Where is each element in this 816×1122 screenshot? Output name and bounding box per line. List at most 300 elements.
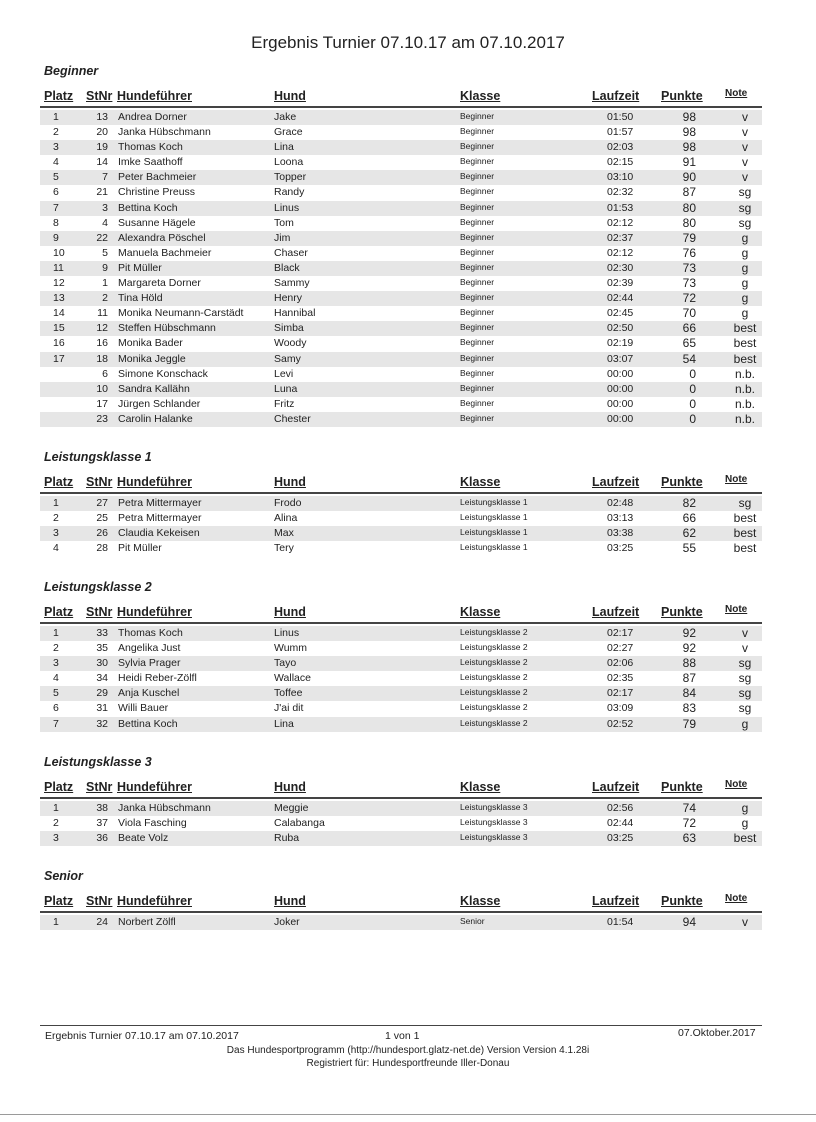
cell-note: best xyxy=(733,321,757,336)
cell-punkte: 0 xyxy=(689,411,696,426)
cell-laufzeit: 02:12 xyxy=(607,246,634,259)
section-title: Beginner xyxy=(44,64,99,78)
cell-hund: Alina xyxy=(274,512,298,525)
header-fuehrer: Hundeführer xyxy=(117,780,192,794)
table-row xyxy=(40,382,762,397)
cell-stnr: 1 xyxy=(102,277,108,290)
table-row xyxy=(40,541,762,556)
cell-stnr: 34 xyxy=(96,672,108,685)
table-row xyxy=(40,686,762,701)
cell-fuehrer: Norbert Zölfl xyxy=(118,916,176,928)
cell-fuehrer: Janka Hübschmann xyxy=(118,126,211,139)
cell-platz: 7 xyxy=(53,717,59,730)
cell-fuehrer: Anja Kuschel xyxy=(118,687,180,700)
table-row xyxy=(40,717,762,732)
header-punkte: Punkte xyxy=(661,894,703,908)
cell-platz: 4 xyxy=(53,156,59,169)
cell-hund: Tery xyxy=(274,542,294,555)
cell-stnr: 7 xyxy=(102,171,108,184)
cell-klasse: Leistungsklasse 3 xyxy=(460,832,528,843)
header-punkte: Punkte xyxy=(661,475,703,489)
cell-fuehrer: Sandra Kallähn xyxy=(118,382,190,395)
table-row xyxy=(40,526,762,541)
header-platz: Platz xyxy=(44,89,74,103)
cell-fuehrer: Steffen Hübschmann xyxy=(118,322,216,335)
cell-klasse: Leistungsklasse 2 xyxy=(460,657,528,668)
cell-klasse: Leistungsklasse 2 xyxy=(460,717,528,728)
table-row xyxy=(40,185,762,200)
cell-punkte: 66 xyxy=(682,321,696,336)
cell-platz: 11 xyxy=(53,261,64,274)
cell-note: best xyxy=(733,336,757,351)
cell-platz: 1 xyxy=(53,627,59,639)
cell-hund: Jim xyxy=(274,231,291,244)
cell-laufzeit: 00:00 xyxy=(607,382,634,395)
cell-laufzeit: 01:54 xyxy=(607,916,634,928)
cell-platz: 15 xyxy=(53,322,65,335)
cell-stnr: 18 xyxy=(96,352,108,365)
header-klasse: Klasse xyxy=(460,89,501,103)
cell-hund: Chaser xyxy=(274,246,308,259)
cell-fuehrer: Tina Höld xyxy=(118,292,163,305)
cell-fuehrer: Alexandra Pöschel xyxy=(118,231,206,244)
header-laufzeit: Laufzeit xyxy=(592,780,640,794)
cell-stnr: 13 xyxy=(96,111,108,123)
header-hund: Hund xyxy=(274,780,306,794)
cell-punkte: 70 xyxy=(682,306,696,321)
cell-laufzeit: 02:15 xyxy=(607,156,634,169)
cell-hund: Luna xyxy=(274,382,298,395)
cell-fuehrer: Susanne Hägele xyxy=(118,216,196,229)
cell-stnr: 12 xyxy=(96,322,108,335)
cell-hund: Frodo xyxy=(274,497,302,509)
cell-platz: 5 xyxy=(53,687,59,700)
cell-note: v xyxy=(742,170,748,185)
cell-stnr: 6 xyxy=(102,367,108,380)
cell-punkte: 66 xyxy=(682,511,696,526)
table-row xyxy=(40,231,762,246)
cell-hund: Calabanga xyxy=(274,817,325,830)
cell-platz: 1 xyxy=(53,497,59,509)
cell-note: g xyxy=(741,801,749,815)
cell-klasse: Beginner xyxy=(460,367,495,378)
cell-klasse: Leistungsklasse 2 xyxy=(460,687,528,698)
cell-hund: Woody xyxy=(274,337,307,350)
header-klasse: Klasse xyxy=(460,780,501,794)
cell-punkte: 0 xyxy=(689,366,696,381)
cell-punkte: 92 xyxy=(682,626,696,640)
cell-klasse: Beginner xyxy=(460,156,495,167)
footer-registration: Registriert für: Hundesportfreunde Iller-Donau xyxy=(306,1058,510,1069)
cell-note: g xyxy=(741,230,749,245)
cell-klasse: Beginner xyxy=(460,382,495,393)
cell-klasse: Beginner xyxy=(460,186,495,197)
cell-fuehrer: Monika Neumann-Carstädt xyxy=(118,307,244,320)
header-stnr: StNr xyxy=(86,894,113,908)
cell-platz: 7 xyxy=(53,201,59,214)
cell-fuehrer: Janka Hübschmann xyxy=(118,802,211,814)
cell-hund: Lina xyxy=(274,717,294,730)
cell-laufzeit: 02:39 xyxy=(607,277,634,290)
table-header xyxy=(40,891,762,913)
cell-stnr: 11 xyxy=(97,307,108,320)
cell-punkte: 0 xyxy=(689,381,696,396)
cell-punkte: 65 xyxy=(682,336,696,351)
cell-hund: Henry xyxy=(274,292,303,305)
cell-stnr: 9 xyxy=(102,261,108,274)
cell-laufzeit: 02:12 xyxy=(607,216,634,229)
cell-stnr: 37 xyxy=(96,817,108,830)
cell-note: best xyxy=(733,831,757,846)
cell-punkte: 79 xyxy=(682,716,696,731)
table-row xyxy=(40,915,762,930)
cell-laufzeit: 03:09 xyxy=(607,702,634,715)
cell-fuehrer: Viola Fasching xyxy=(118,817,187,830)
cell-punkte: 72 xyxy=(682,816,696,831)
table-row xyxy=(40,261,762,276)
cell-laufzeit: 02:44 xyxy=(607,817,634,830)
table-row xyxy=(40,125,762,140)
cell-stnr: 2 xyxy=(102,292,108,305)
cell-platz: 14 xyxy=(53,307,65,320)
header-platz: Platz xyxy=(44,780,74,794)
cell-note: n.b. xyxy=(734,396,755,411)
cell-punkte: 83 xyxy=(682,701,696,716)
cell-note: best xyxy=(733,351,757,366)
table-row xyxy=(40,656,762,671)
header-laufzeit: Laufzeit xyxy=(592,475,640,489)
cell-punkte: 55 xyxy=(682,541,696,556)
cell-hund: Wumm xyxy=(274,642,308,655)
cell-hund: Linus xyxy=(274,201,300,214)
table-body xyxy=(40,801,762,846)
cell-laufzeit: 02:56 xyxy=(607,802,634,814)
cell-hund: Sammy xyxy=(274,277,310,290)
cell-laufzeit: 00:00 xyxy=(607,397,634,410)
cell-platz: 1 xyxy=(53,111,59,123)
table-body xyxy=(40,110,762,427)
cell-laufzeit: 02:50 xyxy=(607,322,634,335)
cell-note: g xyxy=(741,245,749,260)
cell-note: n.b. xyxy=(734,366,755,381)
cell-punkte: 98 xyxy=(682,125,696,140)
header-note: Note xyxy=(725,779,748,790)
cell-punkte: 0 xyxy=(689,396,696,411)
header-note: Note xyxy=(725,604,748,615)
cell-klasse: Beginner xyxy=(460,201,495,212)
cell-stnr: 24 xyxy=(96,916,108,928)
cell-punkte: 63 xyxy=(682,831,696,846)
cell-laufzeit: 01:53 xyxy=(607,201,634,214)
cell-note: v xyxy=(742,110,748,124)
cell-stnr: 29 xyxy=(96,687,108,700)
table-body xyxy=(40,496,762,556)
table-row xyxy=(40,306,762,321)
cell-klasse: Leistungsklasse 1 xyxy=(460,542,528,553)
cell-platz: 13 xyxy=(53,292,65,305)
header-hund: Hund xyxy=(274,605,306,619)
cell-stnr: 17 xyxy=(96,397,108,410)
cell-punkte: 73 xyxy=(682,260,696,275)
cell-platz: 6 xyxy=(53,186,59,199)
cell-klasse: Beginner xyxy=(460,307,495,318)
cell-stnr: 4 xyxy=(102,216,108,229)
cell-laufzeit: 02:52 xyxy=(607,717,634,730)
cell-laufzeit: 02:37 xyxy=(607,231,634,244)
header-platz: Platz xyxy=(44,475,74,489)
cell-note: g xyxy=(741,716,749,731)
table-row xyxy=(40,291,762,306)
header-fuehrer: Hundeführer xyxy=(117,89,192,103)
cell-fuehrer: Angelika Just xyxy=(118,642,181,655)
cell-note: v xyxy=(742,915,748,929)
cell-laufzeit: 02:06 xyxy=(607,657,634,670)
header-platz: Platz xyxy=(44,605,74,619)
cell-platz: 9 xyxy=(53,231,59,244)
cell-note: best xyxy=(733,526,757,541)
footer-title: Ergebnis Turnier 07.10.17 am 07.10.2017 xyxy=(45,1030,239,1042)
cell-stnr: 28 xyxy=(96,542,108,555)
cell-punkte: 92 xyxy=(682,641,696,656)
cell-klasse: Beginner xyxy=(460,261,495,272)
cell-laufzeit: 03:25 xyxy=(607,542,634,555)
cell-hund: Lina xyxy=(274,141,294,154)
cell-hund: Ruba xyxy=(274,832,300,845)
cell-hund: Levi xyxy=(274,367,294,380)
cell-hund: Loona xyxy=(274,156,304,169)
cell-fuehrer: Imke Saathoff xyxy=(118,156,183,169)
cell-fuehrer: Andrea Dorner xyxy=(118,111,187,123)
cell-fuehrer: Thomas Koch xyxy=(118,627,183,639)
cell-stnr: 3 xyxy=(102,201,108,214)
cell-hund: Fritz xyxy=(274,397,295,410)
cell-fuehrer: Bettina Koch xyxy=(118,201,178,214)
cell-stnr: 38 xyxy=(96,802,108,814)
section-title: Leistungsklasse 2 xyxy=(44,580,152,594)
cell-hund: Toffee xyxy=(274,687,303,700)
cell-stnr: 20 xyxy=(96,126,108,139)
cell-note: sg xyxy=(738,671,752,686)
cell-note: sg xyxy=(738,496,752,510)
cell-hund: Simba xyxy=(274,322,304,335)
cell-fuehrer: Willi Bauer xyxy=(118,702,169,715)
cell-klasse: Beginner xyxy=(460,292,495,303)
cell-fuehrer: Thomas Koch xyxy=(118,141,183,154)
header-fuehrer: Hundeführer xyxy=(117,475,192,489)
cell-note: g xyxy=(741,306,749,321)
cell-laufzeit: 01:50 xyxy=(607,111,634,123)
scan-edge-line xyxy=(0,1114,816,1115)
cell-stnr: 27 xyxy=(96,497,108,509)
cell-fuehrer: Margareta Dorner xyxy=(118,277,201,290)
cell-klasse: Leistungsklasse 3 xyxy=(460,802,528,812)
cell-platz: 4 xyxy=(53,542,59,555)
table-row xyxy=(40,276,762,291)
cell-fuehrer: Pit Müller xyxy=(118,261,162,274)
table-row xyxy=(40,201,762,216)
cell-klasse: Leistungsklasse 2 xyxy=(460,702,528,713)
cell-punkte: 84 xyxy=(682,686,696,701)
table-body xyxy=(40,626,762,732)
table-row xyxy=(40,412,762,427)
table-row xyxy=(40,701,762,716)
cell-note: v xyxy=(742,641,748,656)
cell-fuehrer: Monika Jeggle xyxy=(118,352,186,365)
cell-laufzeit: 03:25 xyxy=(607,832,634,845)
cell-punkte: 87 xyxy=(682,185,696,200)
cell-fuehrer: Christine Preuss xyxy=(118,186,196,199)
header-klasse: Klasse xyxy=(460,894,501,908)
cell-note: sg xyxy=(738,701,752,716)
cell-platz: 2 xyxy=(53,642,59,655)
cell-stnr: 36 xyxy=(96,832,108,845)
cell-platz: 16 xyxy=(53,337,65,350)
table-header xyxy=(40,472,762,494)
cell-punkte: 91 xyxy=(682,155,696,170)
cell-platz: 17 xyxy=(53,352,65,365)
table-row xyxy=(40,321,762,336)
table-row xyxy=(40,155,762,170)
cell-fuehrer: Monika Bader xyxy=(118,337,183,350)
cell-platz: 3 xyxy=(53,832,59,845)
cell-klasse: Leistungsklasse 2 xyxy=(460,627,528,637)
cell-note: g xyxy=(741,816,749,831)
cell-stnr: 30 xyxy=(96,657,108,670)
header-stnr: StNr xyxy=(86,475,113,489)
section-title: Leistungsklasse 3 xyxy=(44,755,152,769)
cell-hund: Grace xyxy=(274,126,303,139)
cell-klasse: Beginner xyxy=(460,171,495,182)
table-row xyxy=(40,816,762,831)
cell-punkte: 80 xyxy=(682,215,696,230)
cell-punkte: 98 xyxy=(682,140,696,155)
footer-page-number: 1 von 1 xyxy=(385,1030,420,1042)
cell-stnr: 26 xyxy=(96,527,108,540)
cell-klasse: Beginner xyxy=(460,397,495,408)
cell-punkte: 62 xyxy=(682,526,696,541)
cell-laufzeit: 02:48 xyxy=(607,497,634,509)
cell-platz: 2 xyxy=(53,126,59,139)
cell-fuehrer: Heidi Reber-Zölfl xyxy=(118,672,197,685)
table-row xyxy=(40,831,762,846)
cell-klasse: Senior xyxy=(460,916,485,926)
table-row xyxy=(40,170,762,185)
header-stnr: StNr xyxy=(86,89,113,103)
footer-software-info: Das Hundesportprogramm (http://hundesport.glatz-net.de) Version Version 4.1.28i xyxy=(226,1045,590,1056)
cell-hund: Meggie xyxy=(274,802,309,814)
cell-note: sg xyxy=(738,215,752,230)
cell-klasse: Beginner xyxy=(460,111,495,121)
cell-platz: 12 xyxy=(53,277,65,290)
table-header xyxy=(40,777,762,799)
cell-note: sg xyxy=(738,656,752,671)
header-hund: Hund xyxy=(274,894,306,908)
header-stnr: StNr xyxy=(86,780,113,794)
cell-hund: Max xyxy=(274,527,294,540)
cell-fuehrer: Pit Müller xyxy=(118,542,162,555)
cell-punkte: 88 xyxy=(682,656,696,671)
cell-fuehrer: Jürgen Schlander xyxy=(118,397,201,410)
cell-note: sg xyxy=(738,185,752,200)
table-row xyxy=(40,397,762,412)
cell-punkte: 94 xyxy=(682,915,696,929)
cell-laufzeit: 02:03 xyxy=(607,141,634,154)
header-fuehrer: Hundeführer xyxy=(117,605,192,619)
cell-klasse: Beginner xyxy=(460,322,495,333)
header-punkte: Punkte xyxy=(661,780,703,794)
cell-note: v xyxy=(742,125,748,140)
header-klasse: Klasse xyxy=(460,605,501,619)
table-header xyxy=(40,86,762,108)
cell-fuehrer: Bettina Koch xyxy=(118,717,178,730)
cell-klasse: Beginner xyxy=(460,412,495,423)
cell-note: n.b. xyxy=(734,381,755,396)
cell-note: sg xyxy=(738,200,752,215)
header-hund: Hund xyxy=(274,475,306,489)
cell-laufzeit: 03:38 xyxy=(607,527,634,540)
cell-platz: 2 xyxy=(53,817,59,830)
table-row xyxy=(40,110,762,125)
cell-hund: Samy xyxy=(274,352,301,365)
cell-klasse: Leistungsklasse 2 xyxy=(460,672,528,683)
header-laufzeit: Laufzeit xyxy=(592,605,640,619)
header-klasse: Klasse xyxy=(460,475,501,489)
cell-stnr: 10 xyxy=(96,382,108,395)
cell-platz: 3 xyxy=(53,657,59,670)
table-body xyxy=(40,915,762,930)
table-row xyxy=(40,801,762,816)
cell-laufzeit: 00:00 xyxy=(607,412,634,425)
header-laufzeit: Laufzeit xyxy=(592,894,640,908)
cell-stnr: 19 xyxy=(96,141,108,154)
cell-hund: Black xyxy=(274,261,300,274)
table-row xyxy=(40,140,762,155)
cell-hund: Tom xyxy=(274,216,294,229)
cell-stnr: 22 xyxy=(96,231,108,244)
footer-divider xyxy=(40,1025,762,1026)
cell-punkte: 80 xyxy=(682,200,696,215)
cell-klasse: Leistungsklasse 2 xyxy=(460,642,528,653)
footer-date: 07.Oktober.2017 xyxy=(678,1027,756,1039)
table-row xyxy=(40,246,762,261)
header-fuehrer: Hundeführer xyxy=(117,894,192,908)
header-punkte: Punkte xyxy=(661,89,703,103)
cell-klasse: Beginner xyxy=(460,277,495,288)
table-row xyxy=(40,641,762,656)
cell-laufzeit: 00:00 xyxy=(607,367,634,380)
cell-punkte: 76 xyxy=(682,245,696,260)
cell-fuehrer: Simone Konschack xyxy=(118,367,208,380)
cell-hund: Jake xyxy=(274,111,297,123)
cell-note: v xyxy=(742,626,748,640)
cell-laufzeit: 02:32 xyxy=(607,186,634,199)
cell-laufzeit: 01:57 xyxy=(607,126,634,139)
section-title: Leistungsklasse 1 xyxy=(44,450,152,464)
cell-fuehrer: Petra Mittermayer xyxy=(118,497,202,509)
cell-laufzeit: 02:35 xyxy=(607,672,634,685)
cell-platz: 5 xyxy=(53,171,59,184)
cell-punkte: 74 xyxy=(682,801,696,815)
cell-laufzeit: 02:17 xyxy=(607,687,634,700)
cell-hund: Hannibal xyxy=(274,307,316,320)
cell-fuehrer: Sylvia Prager xyxy=(118,657,181,670)
table-row xyxy=(40,336,762,351)
cell-punkte: 54 xyxy=(682,351,696,366)
cell-hund: Topper xyxy=(274,171,307,184)
cell-klasse: Beginner xyxy=(460,231,495,242)
cell-platz: 1 xyxy=(53,802,59,814)
cell-platz: 4 xyxy=(53,672,59,685)
